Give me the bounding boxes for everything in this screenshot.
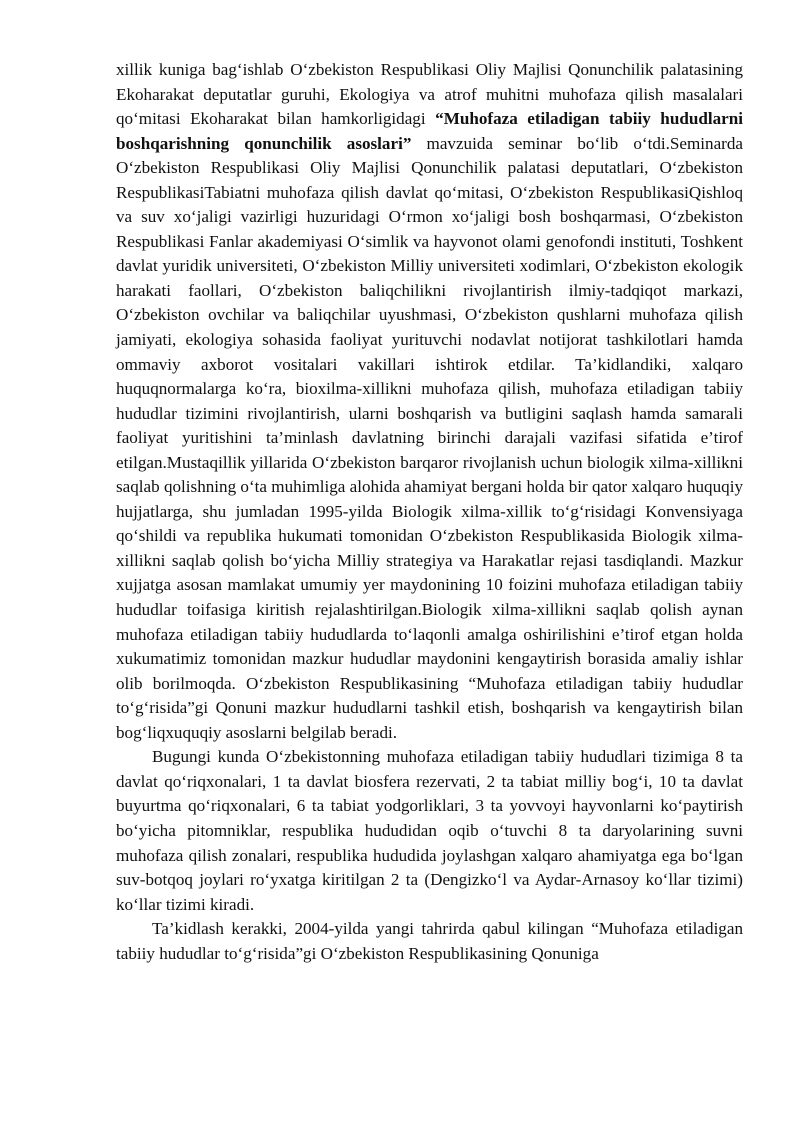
paragraph-seminar [116,58,743,745]
paragraph-seminar-start: xillik kuniga bag‘ishlab O‘zbekiston Respublikasi Oliy Majlisi Qonunchilik palatasining Ekoharakat deputatlar guruhi, Ekologiya va atrof muhitni muhofaza qilish masalalari qo‘mitasi Ekoharakat bilan hamkorligidagi [116,60,743,129]
paragraph-law-2004: Ta’kidlash kerakki, 2004-yilda yangi tahrirda qabul kilingan “Muhofaza etiladigan tabiiy hududlar to‘g‘risida”gi O‘zbekiston Respublikasining Qonuniga [116,919,743,963]
paragraph-protected-areas: Bugungi kunda O‘zbekistonning muhofaza etiladigan tabiiy hududlari tizimiga 8 ta davlat qo‘riqxonalari, 1 ta davlat biosfera rezervati, 2 ta tabiat milliy bog‘i, 10 ta davlat buyurtma qo‘riqxonalari, 6 ta tabiat yodgorliklari, 3 ta yovvoyi hayvonlarni ko‘paytirish bo‘yicha pitomniklar, respublika hududidan oqib o‘tuvchi 8 ta daryolarining suvni muhofaza qilish zonalari, respublika hududida joylashgan xalqaro ahamiyatga ega bo‘lgan suv-botqoq joylari ro‘yxatga kiritilgan 2 ta (Dengizko‘l va Aydar-Arnasoy ko‘llar tizimi) ko‘llar tizimi kiradi. [116,747,743,914]
seminar-topic-bold: “Muhofaza etiladigan tabiiy hududlarni boshqarishning qonunchilik asoslari” [116,109,743,153]
paragraph-seminar-rest: mavzuida seminar bo‘lib o‘tdi.Seminarda O‘zbekiston Respublikasi Oliy Majlisi Qonunchilik palatasi deputatlari, O‘zbekiston RespublikasiTabiatni muhofaza qilish davlat qo‘mitasi, O‘zbekiston RespublikasiQishloq va suv xo‘jaligi vazirligi huzuridagi O‘rmon xo‘jaligi bosh boshqarmasi, O‘zbekiston Respublikasi Fanlar akademiyasi O‘simlik va hayvonot olami genofondi instituti, Toshkent davlat yuridik universiteti, O‘zbekiston Milliy universiteti xodimlari, O‘zbekiston ekologik harakati faollari, O‘zbekiston baliqchilikni rivojlantirish ilmiy-tadqiqot markazi, O‘zbekiston ovchilar va baliqchilar uyushmasi, O‘zbekiston qushlarni muhofaza qilish jamiyati, ekologiya sohasida faoliyat yurituvchi nodavlat notijorat tashkilotlari hamda ommaviy axborot vositalari vakillari ishtirok etdilar. Ta’kidlandiki, xalqaro huquqnormalarga ko‘ra, bioxilma-xillikni muhofaza qilish, muhofaza etiladigan tabiiy hududlar tizimini rivojlantirish, ularni boshqarish va butligini saqlash hamda samarali faoliyat yuritishini ta’minlash davlatning birinchi darajali vazifasi sifatida e’tirof etilgan.Mustaqillik yillarida O‘zbekiston barqaror rivojlanish uchun biologik xilma-xillikni saqlab qolishning o‘ta muhimliga alohida ahamiyat bergani holda bir qator xalqaro huquqiy hujjatlarga, shu jumladan 1995-yilda Biologik xilma-xillik to‘g‘risidagi Konvensiyaga qo‘shildi va republika hukumati tomonidan O‘zbekiston Respublikasida Biologik xilma-xillikni saqlab qolish bo‘yicha Milliy strategiya va Harakatlar rejasi tasdiqlandi. Mazkur xujjatga asosan mamlakat umumiy yer maydonining 10 foizini muhofaza etiladigan tabiiy hududlar toifasiga kiritish rejalashtirilgan.Biologik xilma-xillikni saqlab qolish aynan muhofaza etiladigan tabiiy hududlarda to‘laqonli amalga oshirilishini e’tirof etgan holda xukumatimiz tomonidan mazkur hududlar maydonini kengaytirish borasida amaliy ishlar olib borilmoqda. O‘zbekiston Respublikasining “Muhofaza etiladigan tabiiy hududlar to‘g‘risida”gi Qonuni mazkur hududlarni tashkil etish, boshqarish va kengaytirish bilan bog‘liqxuquqiy asoslarni belgilab beradi. [116,133,744,742]
document-page [116,58,743,966]
